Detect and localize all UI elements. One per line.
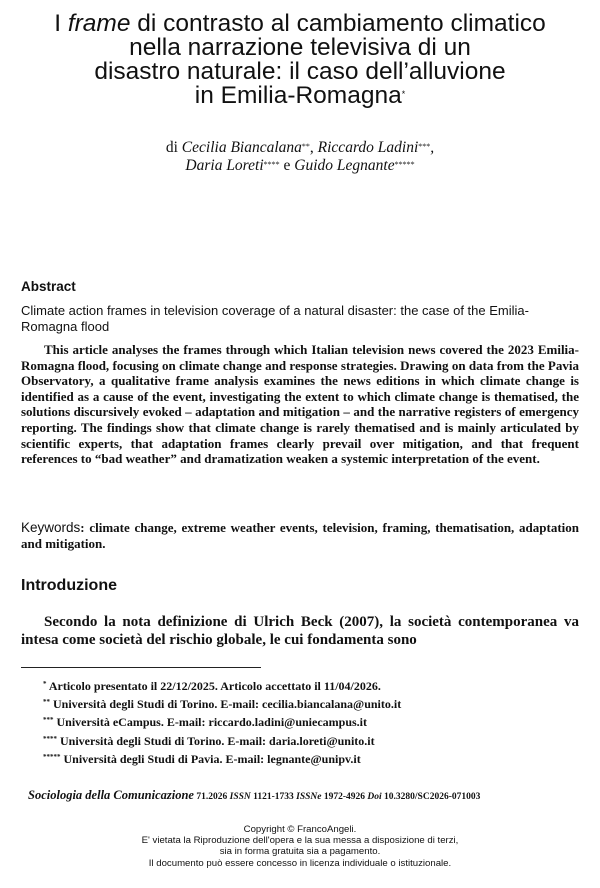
- footnote-mark: *: [43, 680, 47, 688]
- copyright-line: Il documento può essere concesso in licenza individuale o istituzionale.: [148, 857, 452, 869]
- journal-name: Sociologia della Comunicazione: [28, 788, 194, 802]
- title-line-1: [20, 12, 580, 36]
- introduction-paragraph: Secondo la nota definizione di Ulrich Beck (2007), la società contemporanea va intesa come società del rischio globale, le cui fondamenta sono: [21, 614, 579, 648]
- copyright-notice: [0, 824, 600, 869]
- authors-prefix: di: [165, 139, 182, 156]
- author-footnote-mark: ****: [263, 160, 280, 169]
- title-line-4: [20, 84, 580, 108]
- issn-label: ISSN: [229, 792, 251, 802]
- keywords-text: : climate change, extreme weather events, television, framing, thematisation, adaptation and mitigation.: [21, 520, 579, 551]
- authors-row-1: [20, 139, 580, 157]
- title-text: di contrasto al cambiamento climatico: [130, 10, 546, 37]
- doi-value: 10.3280/SC2026-071003: [381, 792, 481, 802]
- title-line-3: disastro naturale: il caso dell’alluvione: [94, 58, 506, 85]
- copyright-line: Copyright © FrancoAngeli.: [243, 824, 357, 835]
- issne-label: ISSNe: [296, 792, 322, 802]
- footnote-item: [43, 732, 583, 750]
- title-text: in Emilia-Romagna: [194, 82, 402, 109]
- author-footnote-mark: **: [301, 142, 310, 151]
- introduction-heading: Introduzione: [21, 577, 117, 594]
- footnote-mark: ****: [43, 734, 57, 743]
- copyright-line: E' vietata la Riproduzione dell'opera e la sua messa a disposizione di terzi,: [141, 835, 459, 847]
- footnote-mark: *****: [43, 752, 61, 761]
- title-line-2: nella narrazione televisiva di un: [129, 34, 471, 61]
- title-italic-word: frame: [67, 10, 131, 37]
- footnote-item: [43, 713, 583, 731]
- footnote-text: Università degli Studi di Torino. E-mail: cecilia.biancalana@unito.it: [50, 697, 402, 712]
- article-title: [20, 12, 580, 108]
- copyright-line: sia in forma gratuita sia a pagamento.: [219, 846, 381, 858]
- separator: ,: [309, 139, 318, 156]
- doi-label: Doi: [367, 792, 382, 802]
- footnote-mark: **: [43, 698, 50, 707]
- separator: ,: [430, 139, 435, 156]
- author-name: Daria Loreti: [185, 157, 264, 174]
- footnote-divider: [21, 667, 261, 668]
- authors-row-2: [20, 157, 580, 175]
- author-name: Riccardo Ladini: [317, 139, 419, 156]
- footnote-mark: ***: [43, 716, 54, 725]
- abstract-english-title: Climate action frames in television coverage of a natural disaster: the case of the Emilia-Romagna flood: [21, 303, 529, 334]
- footnote-item: [43, 677, 583, 695]
- footnote-item: [43, 750, 583, 768]
- issn-value: 1121-1733: [250, 792, 297, 802]
- keywords: [21, 520, 579, 552]
- author-footnote-mark: ***: [418, 142, 431, 151]
- abstract-body: This article analyses the frames through which Italian television news covered the 2023 Emilia-Romagna flood, focusing on climate change and response strategies. Drawing on data from the Pavia Observatory, a qualitative frame analysis examines the news editions in which climate change is identified as a cause of the event, investigating the extent to which climate change is thematised, the solutions discursively evoked – adaptation and mitigation – and the narrative registers of emergency reporting. The findings show that climate change is rarely thematised and is mainly articulated by scientific experts, that adaptation frames clearly prevail over mitigation, and that frequent references to “bad weather” and dramatization weaken a systemic interpretation of the event.: [21, 342, 579, 467]
- journal-issue: 71.2026: [194, 792, 230, 802]
- separator: e: [279, 157, 295, 174]
- author-name: Guido Legnante: [294, 157, 395, 174]
- authors-line: [20, 139, 580, 175]
- footnote-item: [43, 695, 583, 713]
- footnotes: [43, 677, 583, 768]
- author-footnote-mark: *****: [394, 160, 415, 169]
- keywords-label: Keywords: [21, 520, 81, 535]
- title-text: I: [54, 10, 68, 37]
- author-name: Cecilia Biancalana: [181, 139, 302, 156]
- journal-citation: [28, 788, 588, 803]
- footnote-text: Università eCampus. E-mail: riccardo.ladini@uniecampus.it: [53, 715, 367, 730]
- abstract-heading: Abstract: [21, 279, 76, 294]
- footnote-text: Articolo presentato il 22/12/2025. Articolo accettato il 11/04/2026.: [46, 679, 381, 693]
- issne-value: 1972-4926: [321, 792, 368, 802]
- footnote-text: Università degli Studi di Torino. E-mail: daria.loreti@unito.it: [57, 733, 375, 748]
- footnote-text: Università degli Studi di Pavia. E-mail: legnante@unipv.it: [60, 751, 361, 766]
- title-footnote-mark: *: [401, 89, 406, 99]
